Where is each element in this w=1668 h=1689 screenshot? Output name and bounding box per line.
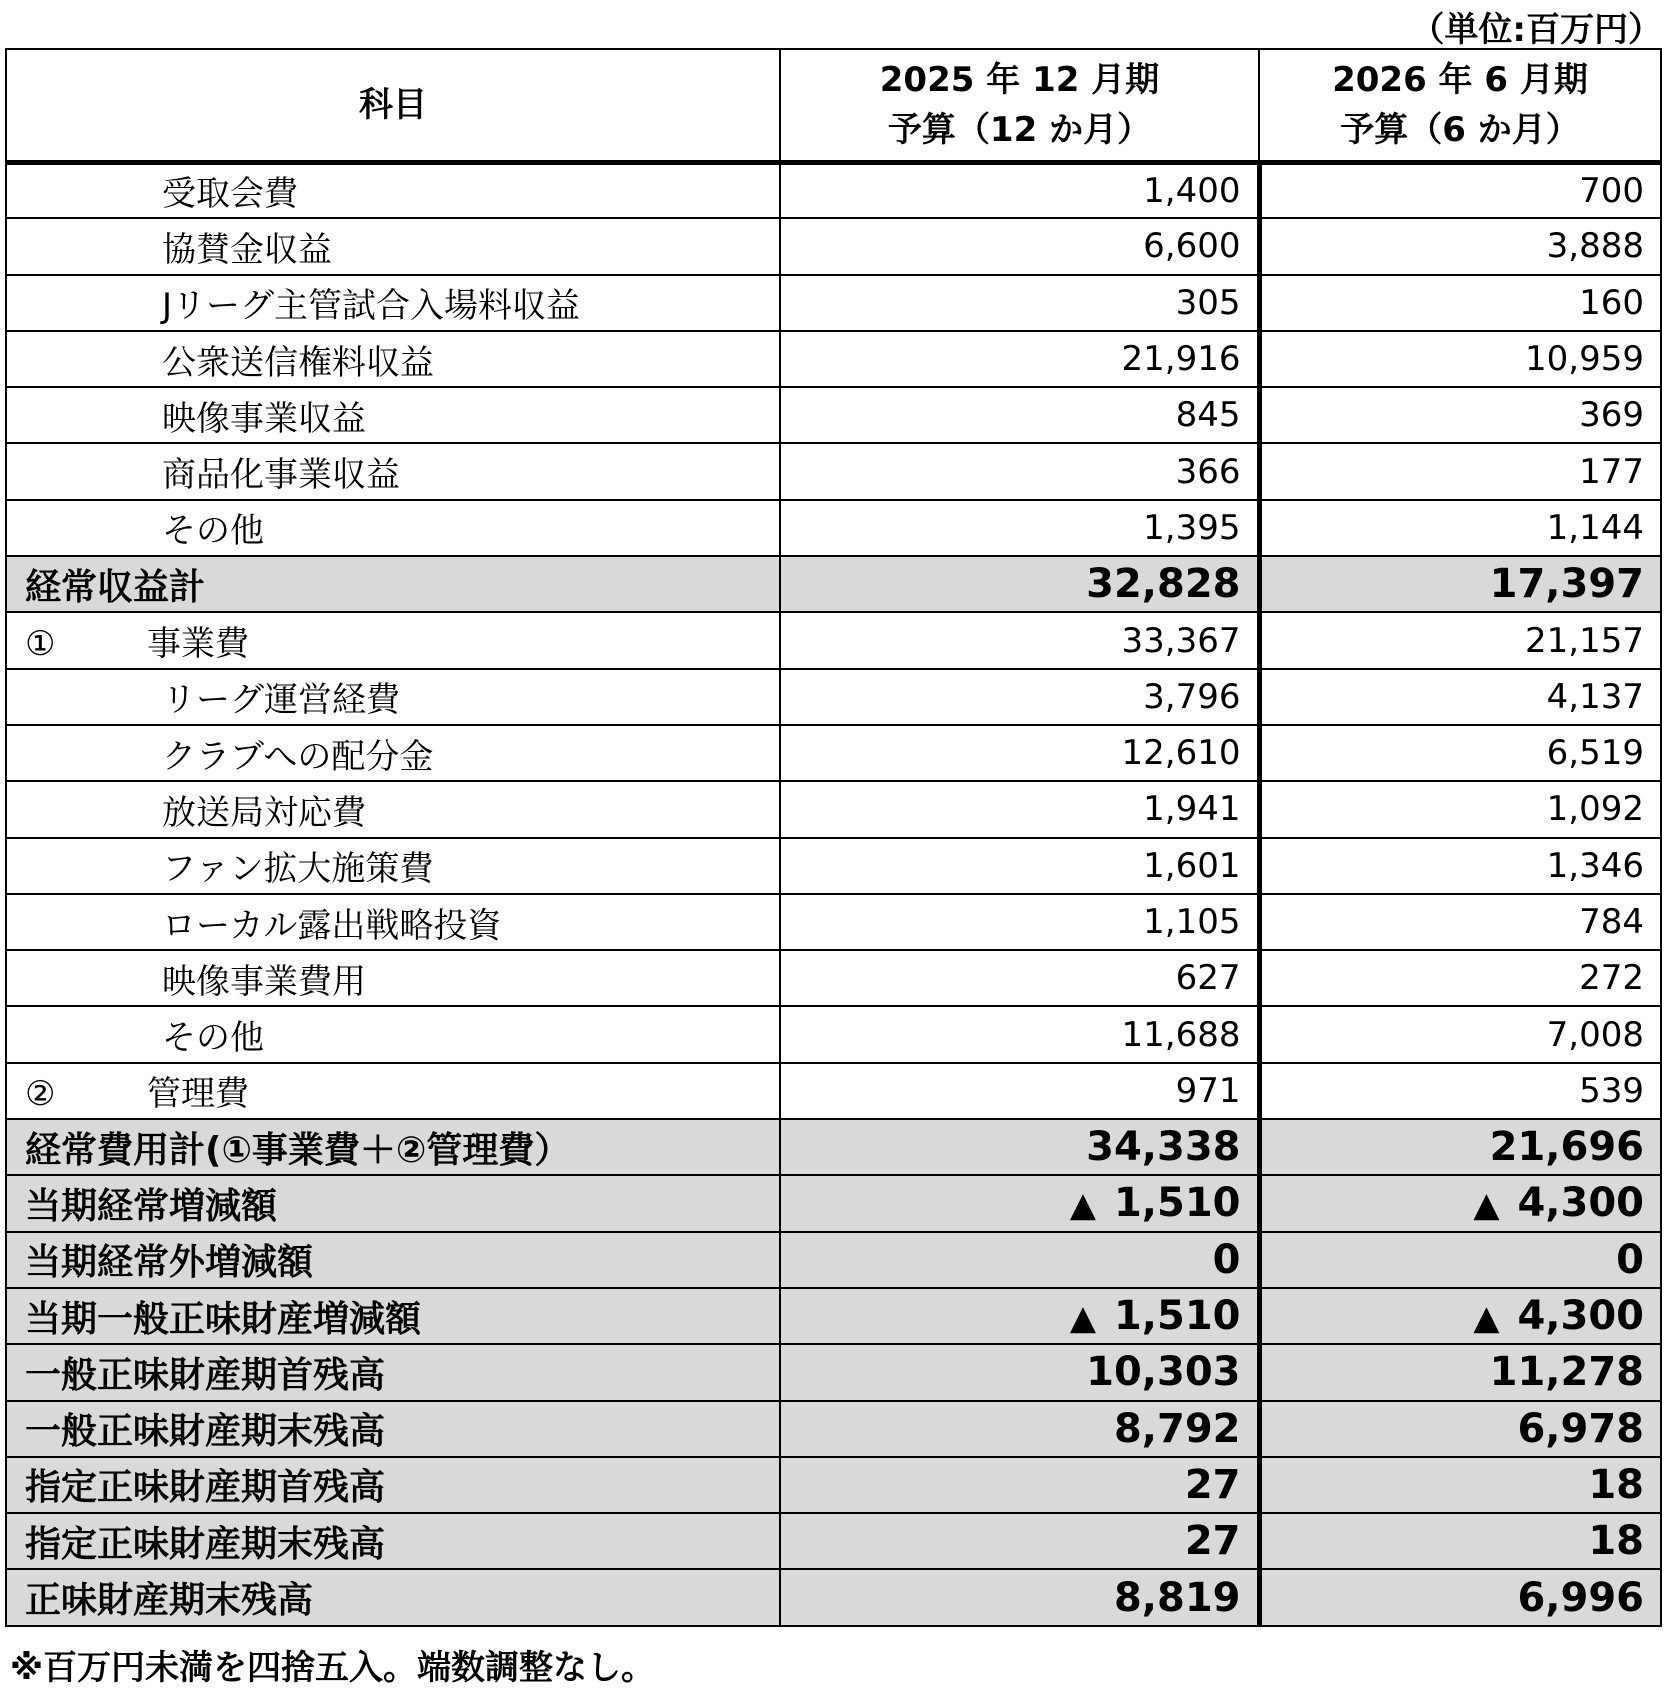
value-2025: 0 [780, 1232, 1259, 1288]
footnote: ※百万円未満を四捨五入。端数調整なし。 [10, 1648, 656, 1688]
value-2026: 4,137 [1259, 669, 1661, 725]
table-row [6, 1006, 1661, 1062]
value-2025: 8,819 [780, 1569, 1259, 1625]
value-2026: 784 [1259, 894, 1661, 950]
value-2025: 10,303 [780, 1344, 1259, 1400]
value-2026: 0 [1259, 1232, 1661, 1288]
table-row [6, 950, 1661, 1006]
value-2026: 18 [1259, 1457, 1661, 1513]
value-2026: 6,978 [1259, 1401, 1661, 1457]
value-2026: 160 [1259, 275, 1661, 331]
value-number: 1,510 [1113, 1180, 1241, 1227]
row-label: 受取会費 [6, 162, 780, 218]
value-number: 4,300 [1517, 1180, 1644, 1227]
value-2025: 34,338 [780, 1119, 1259, 1175]
row-label [6, 612, 780, 668]
value-2025: 1,941 [780, 781, 1259, 837]
value-2025: 1,105 [780, 894, 1259, 950]
value-2025: 33,367 [780, 612, 1259, 668]
row-label: 指定正味財産期末残高 [6, 1513, 780, 1569]
total-row [6, 1344, 1661, 1400]
negative-mark: ▲ [1069, 1298, 1096, 1339]
header-2025-line2: 予算（12 か月） [887, 109, 1152, 150]
table-row [6, 443, 1661, 499]
value-2025: 971 [780, 1063, 1259, 1119]
value-2025: 1,601 [780, 838, 1259, 894]
value-2026: 6,519 [1259, 725, 1661, 781]
row-label: ファン拡大施策費 [6, 838, 780, 894]
value-2025 [780, 1288, 1259, 1344]
value-2026: 1,144 [1259, 500, 1661, 556]
row-label: 正味財産期末残高 [6, 1569, 780, 1625]
value-2026: 10,959 [1259, 331, 1661, 387]
row-label: 放送局対応費 [6, 781, 780, 837]
value-2026: 21,157 [1259, 612, 1661, 668]
row-label [6, 1063, 780, 1119]
table-row [6, 838, 1661, 894]
header-subject: 科目 [6, 49, 780, 162]
value-number: 4,300 [1517, 1293, 1644, 1340]
row-label: 当期経常外増減額 [6, 1232, 780, 1288]
header-2026-line2: 予算（6 か月） [1340, 109, 1580, 150]
row-label: 当期一般正味財産増減額 [6, 1288, 780, 1344]
value-2025: 1,395 [780, 500, 1259, 556]
row-label: 一般正味財産期末残高 [6, 1401, 780, 1457]
value-2025: 1,400 [780, 162, 1259, 218]
row-label: 公衆送信権料収益 [6, 331, 780, 387]
section-number: ② [25, 1074, 56, 1115]
value-2026: 1,092 [1259, 781, 1661, 837]
value-2025: 27 [780, 1457, 1259, 1513]
header-2026-budget [1259, 49, 1661, 162]
value-2026: 272 [1259, 950, 1661, 1006]
row-label: 映像事業収益 [6, 387, 780, 443]
value-2025: 3,796 [780, 669, 1259, 725]
row-label: 当期経常増減額 [6, 1175, 780, 1231]
value-2026: 21,696 [1259, 1119, 1661, 1175]
header-2025-budget [780, 49, 1259, 162]
total-row [6, 1569, 1661, 1625]
total-row [6, 1232, 1661, 1288]
row-label: 映像事業費用 [6, 950, 780, 1006]
total-row [6, 1288, 1661, 1344]
value-2025: 21,916 [780, 331, 1259, 387]
section-label: 事業費 [147, 624, 249, 665]
value-2026: 6,996 [1259, 1569, 1661, 1625]
negative-mark: ▲ [1473, 1298, 1500, 1339]
value-2026: 3,888 [1259, 218, 1661, 274]
row-label: クラブへの配分金 [6, 725, 780, 781]
section-number: ① [25, 624, 56, 665]
value-number: 1,510 [1113, 1293, 1241, 1340]
row-label: その他 [6, 1006, 780, 1062]
value-2025: 845 [780, 387, 1259, 443]
row-label: 経常収益計 [6, 556, 780, 612]
table-row [6, 725, 1661, 781]
budget-table [5, 48, 1662, 1627]
row-label: 指定正味財産期首残高 [6, 1457, 780, 1513]
header-2026-line1: 2026 年 6 月期 [1332, 59, 1588, 100]
table-row [6, 500, 1661, 556]
value-2025: 11,688 [780, 1006, 1259, 1062]
row-label: その他 [6, 500, 780, 556]
value-2026: 539 [1259, 1063, 1661, 1119]
value-2026: 18 [1259, 1513, 1661, 1569]
value-2025: 27 [780, 1513, 1259, 1569]
row-label: リーグ運営経費 [6, 669, 780, 725]
header-2025-line1: 2025 年 12 月期 [879, 59, 1160, 100]
value-2025: 12,610 [780, 725, 1259, 781]
table-row [6, 894, 1661, 950]
value-2026 [1259, 1288, 1661, 1344]
total-row [6, 1175, 1661, 1231]
total-row [6, 1401, 1661, 1457]
value-2025 [780, 1175, 1259, 1231]
row-label: 協賛金収益 [6, 218, 780, 274]
total-row [6, 1457, 1661, 1513]
section-label: 管理費 [147, 1074, 249, 1115]
table-row [6, 162, 1661, 218]
table-row [6, 781, 1661, 837]
table-row [6, 387, 1661, 443]
value-2026: 700 [1259, 162, 1661, 218]
value-2025: 627 [780, 950, 1259, 1006]
value-2026: 11,278 [1259, 1344, 1661, 1400]
negative-mark: ▲ [1473, 1185, 1500, 1226]
table-row [6, 218, 1661, 274]
row-label: 経常費用計(①事業費＋②管理費） [6, 1119, 780, 1175]
unit-label: （単位:百万円） [1410, 10, 1662, 50]
table-row [6, 275, 1661, 331]
value-2026: 7,008 [1259, 1006, 1661, 1062]
value-2025: 305 [780, 275, 1259, 331]
row-label: Jリーグ主管試合入場料収益 [6, 275, 780, 331]
table-row [6, 669, 1661, 725]
row-label: 一般正味財産期首残高 [6, 1344, 780, 1400]
negative-mark: ▲ [1069, 1185, 1096, 1226]
total-row [6, 556, 1661, 612]
table-row [6, 331, 1661, 387]
value-2026: 17,397 [1259, 556, 1661, 612]
section-row [6, 612, 1661, 668]
row-label: 商品化事業収益 [6, 443, 780, 499]
value-2025: 366 [780, 443, 1259, 499]
value-2025: 32,828 [780, 556, 1259, 612]
header-row [6, 49, 1661, 162]
row-label: ローカル露出戦略投資 [6, 894, 780, 950]
value-2026: 177 [1259, 443, 1661, 499]
total-row [6, 1119, 1661, 1175]
value-2026: 1,346 [1259, 838, 1661, 894]
value-2025: 8,792 [780, 1401, 1259, 1457]
section-row [6, 1063, 1661, 1119]
value-2026: 369 [1259, 387, 1661, 443]
total-row [6, 1513, 1661, 1569]
value-2025: 6,600 [780, 218, 1259, 274]
value-2026 [1259, 1175, 1661, 1231]
